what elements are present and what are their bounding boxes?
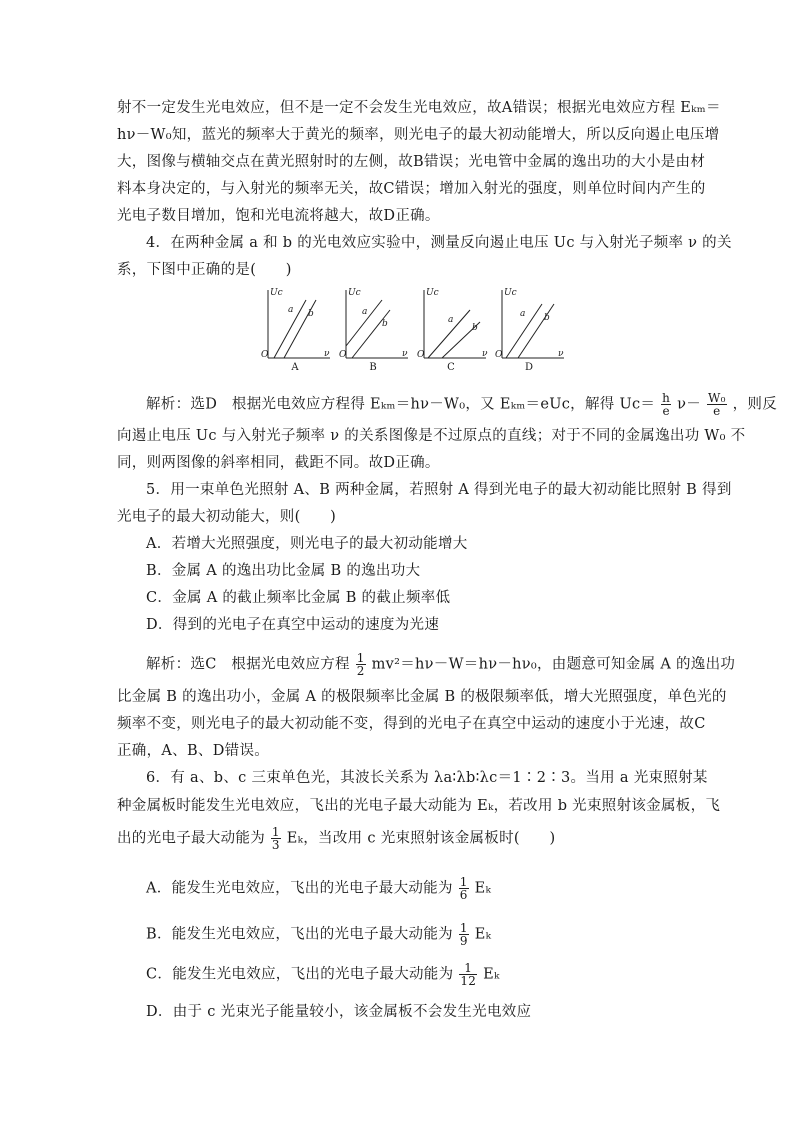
graph-option-c — [414, 286, 488, 374]
fraction-one-third — [271, 826, 281, 851]
origin-label: O — [261, 350, 269, 360]
fraction-h-over-e — [661, 392, 671, 417]
graph-caption: B — [369, 362, 377, 373]
line-a-label: a — [448, 315, 454, 325]
answer-5-line — [146, 651, 736, 678]
question-5-stem: 5．用一束单色光照射 A、B 两种金属，若照射 A 得到光电子的最大初动能比照射 B 得到 — [146, 482, 732, 498]
answer-4-line: 同，则两图像的斜率相同，截距不同。故D正确。 — [117, 455, 440, 471]
text-line: 光电子数目增加，饱和光电流将越大，故D正确。 — [117, 208, 440, 224]
fraction-one-ninth — [459, 922, 469, 947]
option-text: B．能发生光电效应，飞出的光电子最大动能为 — [146, 926, 453, 943]
graph-a-plot — [258, 286, 332, 366]
question-4-stem: 4．在两种金属 a 和 b 的光电效应实验中，测量反向遏止电压 Uc 与入射光子频率 ν 的关 — [146, 235, 732, 251]
line-b — [352, 310, 390, 358]
answer-5-text: mv²＝hν－W＝hν－hν₀，由题意可知金属 A 的逸出功 — [371, 656, 736, 673]
fraction-w0-over-e — [707, 392, 727, 417]
answer-4-text: ，则反 — [732, 396, 778, 413]
question-6-stem-cont — [117, 826, 677, 851]
question-5-option-d: D．得到的光电子在真空中运动的速度为光速 — [146, 617, 440, 633]
graph-caption: D — [524, 362, 534, 373]
numerator: h — [662, 391, 671, 405]
option-unit: Eₖ — [474, 926, 492, 943]
graph-d-plot — [492, 286, 566, 366]
x-axis-label: ν — [402, 349, 408, 359]
question-5-stem-cont: 光电子的最大初动能大，则( ) — [117, 509, 337, 525]
graph-option-b — [336, 286, 410, 374]
denominator: 12 — [460, 974, 477, 988]
answer-5-line: 比金属 B 的逸出功小，金属 A 的极限频率比金属 B 的极限频率低，增大光照强度，单色光的 — [117, 689, 727, 705]
x-axis-label: ν — [324, 349, 330, 359]
origin-label: O — [495, 350, 503, 360]
option-unit: Eₖ — [483, 966, 500, 983]
line-b-label: b — [382, 319, 388, 329]
question-6-option-c — [146, 962, 677, 987]
denominator: e — [713, 404, 721, 418]
option-text: A．能发生光电效应，飞出的光电子最大动能为 — [146, 880, 453, 897]
y-axis-label: Uc — [270, 288, 283, 298]
graph-c-plot — [414, 286, 488, 366]
text-line: hν－W₀知，蓝光的频率大于黄光的频率，则光电子的最大初动能增大，所以反向遏止电压增 — [117, 127, 720, 143]
graph-option-d — [492, 286, 566, 374]
origin-label: O — [417, 350, 425, 360]
option-unit: Eₖ — [474, 880, 492, 897]
option-text: C．能发生光电效应，飞出的光电子最大动能为 — [146, 966, 454, 983]
question-6-option-b — [146, 922, 677, 947]
question-6-text: 出的光电子最大动能为 — [117, 830, 265, 847]
question-6-option-a — [146, 876, 677, 901]
line-a-label: a — [362, 307, 368, 317]
numerator: 1 — [459, 921, 468, 935]
y-axis-label: Uc — [504, 288, 517, 298]
line-b-label: b — [544, 313, 550, 323]
answer-5-text: 解析：选C 根据光电效应方程 — [146, 656, 350, 673]
denominator: 6 — [459, 888, 468, 902]
text-line: 大，图像与横轴交点在黄光照射时的左侧，故B错误；光电管中金属的逸出功的大小是由材 — [117, 154, 706, 170]
question-5-option-c: C．金属 A 的截止频率比金属 B 的截止频率低 — [146, 590, 451, 606]
answer-5-line: 正确，A、B、D错误。 — [117, 743, 270, 759]
fraction-one-sixth — [459, 876, 469, 901]
question-6-text: Eₖ，当改用 c 光束照射该金属板时( ) — [286, 830, 556, 847]
question-4-graph-options — [258, 286, 568, 376]
question-6-stem: 6．有 a、b、c 三束单色光，其波长关系为 λa∶λb∶λc＝1∶2∶3。当用 a 光束照射某 — [146, 770, 708, 786]
answer-4-text: 解析：选D 根据光电效应方程得 Eₖₘ＝hν－W₀，又 Eₖₘ＝eUc，解得 Uc＝ — [146, 396, 656, 413]
answer-4-line: 向遏止电压 Uc 与入射光子频率 ν 的关系图像是不过原点的直线；对于不同的金属逸出功 W₀ 不 — [117, 428, 746, 444]
answer-4-text: ν－ — [677, 396, 702, 413]
line-b-label: b — [308, 309, 314, 319]
line-a-label: a — [288, 305, 294, 315]
denominator: 9 — [459, 934, 468, 948]
question-5-option-a: A．若增大光照强度，则光电子的最大初动能增大 — [146, 536, 468, 552]
denominator: e — [662, 404, 670, 418]
graph-caption: A — [291, 362, 299, 373]
question-6-stem-cont: 种金属板时能发生光电效应，飞出的光电子最大动能为 Eₖ，若改用 b 光束照射该金属板，飞 — [117, 798, 721, 814]
question-5-option-b: B．金属 A 的逸出功比金属 B 的逸出功大 — [146, 563, 421, 579]
origin-label: O — [339, 350, 347, 360]
x-axis-label: ν — [558, 349, 564, 359]
fraction-one-twelfth — [459, 962, 477, 987]
numerator: 1 — [459, 962, 477, 975]
y-axis-label: Uc — [426, 288, 439, 298]
numerator: 1 — [271, 825, 280, 839]
question-4-stem-cont: 系，下图中正确的是( ) — [117, 262, 292, 278]
graph-b-plot — [336, 286, 410, 366]
numerator: 1 — [459, 875, 468, 889]
question-6-option-d: D．由于 c 光束光子能量较小，该金属板不会发生光电效应 — [146, 1004, 532, 1020]
text-line: 射不一定发生光电效应，但不是一定不会发生光电效应，故A错误；根据光电效应方程 Eₖₘ＝ — [117, 100, 721, 116]
x-axis-label: ν — [482, 349, 488, 359]
denominator: 2 — [356, 664, 365, 678]
numerator: W₀ — [707, 391, 726, 405]
graph-caption: C — [447, 362, 455, 373]
line-b-label: b — [472, 323, 478, 333]
line-a-label: a — [520, 309, 526, 319]
text-line: 料本身决定的，与入射光的频率无关，故C错误；增加入射光的强度，则单位时间内产生的 — [117, 181, 706, 197]
numerator: 1 — [356, 651, 365, 665]
denominator: 3 — [271, 838, 280, 852]
y-axis-label: Uc — [348, 288, 361, 298]
answer-5-line: 频率不变，则光电子的最大初动能不变，得到的光电子在真空中运动的速度小于光速，故C — [117, 716, 706, 732]
answer-4-line — [146, 391, 778, 418]
graph-option-a — [258, 286, 332, 374]
fraction-one-half — [356, 652, 366, 677]
